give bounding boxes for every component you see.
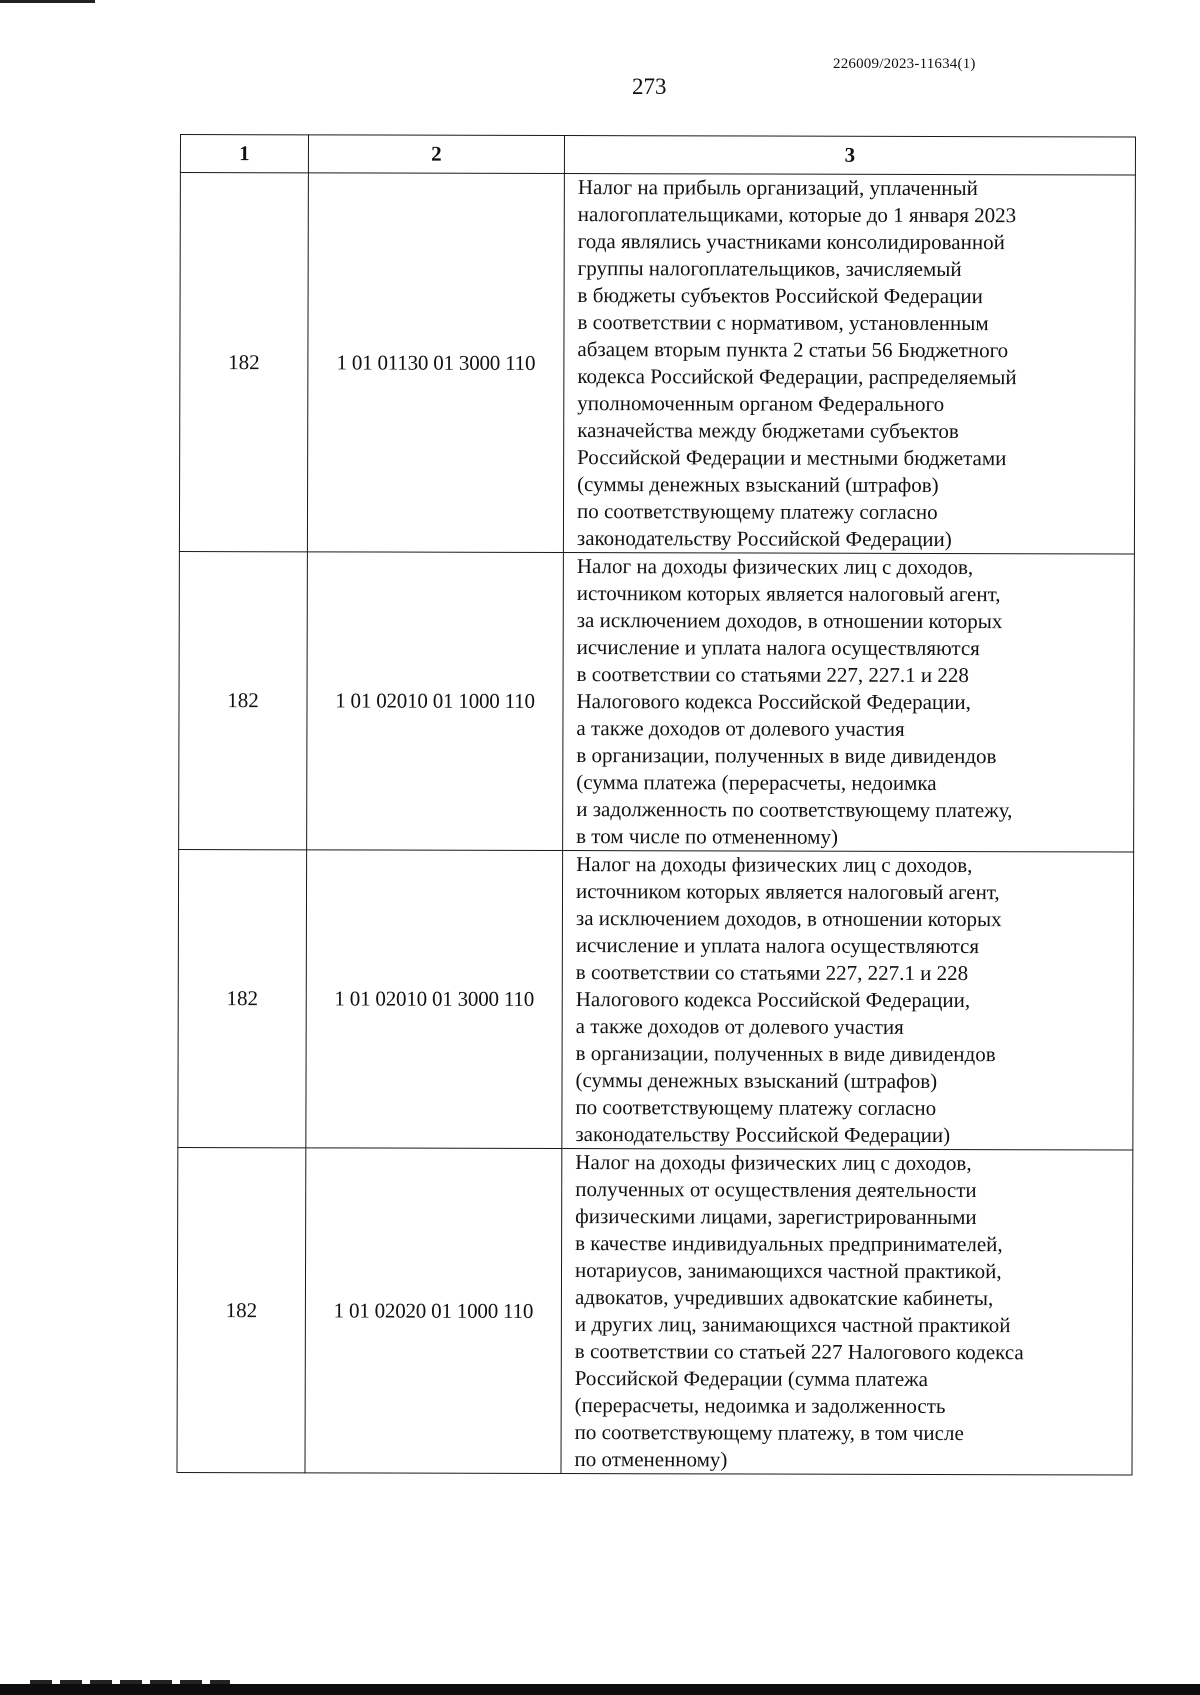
income-name-line: а также доходов от долевого участия [575, 1014, 904, 1039]
income-name-line: в организации, полученных в виде дивидендов [576, 743, 997, 769]
income-name-line: абзацем вторым пункта 2 статьи 56 Бюджетного [577, 337, 1009, 363]
income-name-line: по соответствующему платежу согласно [576, 499, 938, 524]
income-name-line: в организации, полученных в виде дивидендов [575, 1041, 996, 1067]
income-name-line: в качестве индивидуальных предпринимателей, [575, 1231, 1003, 1257]
income-name-line: Налогового кодекса Российской Федерации, [576, 689, 971, 715]
table-row [179, 173, 1135, 554]
table-body [177, 173, 1135, 1475]
income-name-line: за исключением доходов, в отношении которых [575, 906, 1002, 932]
income-name-line: и других лиц, занимающихся частной практикой [574, 1312, 1011, 1338]
admin-code-cell: 182 [178, 849, 307, 1147]
income-name-cell [562, 851, 1134, 1150]
income-name-line: по соответствующему платежу согласно [575, 1095, 937, 1120]
income-name-line: а также доходов от долевого участия [576, 716, 905, 741]
classification-code-cell: 1 01 02020 01 1000 110 [305, 1148, 562, 1474]
admin-code-cell: 182 [177, 1147, 306, 1472]
income-name-line: и задолженность по соответствующему платежу, [576, 797, 1013, 823]
income-name-line: уполномоченным органом Федерального [577, 391, 945, 417]
income-name-line: в соответствии со статьей 227 Налогового кодекса [574, 1339, 1024, 1365]
income-name-cell [563, 174, 1135, 554]
classification-code-cell: 1 01 01130 01 3000 110 [307, 173, 564, 553]
scan-artifact-top [0, 0, 95, 3]
income-name-line: Налог на доходы физических лиц с доходов, [576, 554, 974, 580]
income-name-line: в том числе по отмененному) [576, 824, 838, 849]
income-name-line: за исключением доходов, в отношении которых [576, 608, 1003, 634]
income-name-line: Налогового кодекса Российской Федерации, [575, 987, 971, 1013]
income-name-line: адвокатов, учредивших адвокатские кабинеты, [574, 1285, 994, 1311]
income-name-line: законодательству Российской Федерации) [576, 526, 952, 552]
income-name-line: кодекса Российской Федерации, распределяемый [577, 364, 1017, 390]
income-name-line: физическими лицами, зарегистрированными [575, 1204, 977, 1230]
column-header-3: 3 [564, 136, 1135, 175]
income-name-line: в бюджеты субъектов Российской Федерации [577, 283, 983, 309]
income-name-cell [561, 1149, 1133, 1475]
income-name-line: (сумма платежа (перерасчеты, недоимка [576, 770, 937, 795]
document-number: 226009/2023-11634(1) [833, 56, 976, 72]
classification-code-cell: 1 01 02010 01 3000 110 [306, 850, 563, 1149]
income-name-line: законодательству Российской Федерации) [575, 1122, 951, 1148]
admin-code-cell: 182 [179, 173, 308, 552]
income-name-line: источником которых является налоговый агент, [575, 879, 1000, 905]
table-header-row [180, 135, 1135, 176]
income-name-line: в соответствии со статьями 227, 227.1 и 228 [575, 960, 969, 986]
income-name-line: в соответствии со статьями 227, 227.1 и 228 [576, 662, 969, 688]
income-name-line: (суммы денежных взысканий (штрафов) [577, 472, 939, 497]
income-name-line: группы налогоплательщиков, зачисляемый [577, 256, 962, 282]
page-number: 273 [632, 74, 667, 99]
table-header [180, 135, 1135, 176]
income-name-line: (суммы денежных взысканий (штрафов) [575, 1068, 938, 1093]
income-name-line: налогоплательщиками, которые до 1 января 2023 [577, 202, 1017, 228]
income-name-line: Налог на прибыль организаций, уплаченный [577, 175, 978, 201]
column-header-2: 2 [308, 135, 564, 174]
table-row [178, 849, 1134, 1149]
income-name-cell [563, 553, 1135, 852]
budget-classification-table [176, 134, 1136, 1475]
table-row [179, 551, 1135, 851]
classification-code-cell: 1 01 02010 01 1000 110 [307, 552, 564, 851]
income-name-line: Российской Федерации и местными бюджетами [577, 445, 1007, 471]
income-name-line: по соответствующему платежу, в том числе [574, 1420, 964, 1446]
income-name-line: Налог на доходы физических лиц с доходов, [575, 1150, 972, 1176]
income-name-line: нотариусов, занимающихся частной практикой, [574, 1258, 1002, 1284]
income-name-line: исчисление и уплата налога осуществляются [575, 933, 980, 959]
income-name-line: в соответствии с нормативом, установленным [577, 310, 989, 336]
income-name-line: года являлись участниками консолидированной [577, 229, 1005, 255]
admin-code-cell: 182 [179, 551, 308, 849]
income-name-line: исчисление и уплата налога осуществляются [576, 635, 980, 661]
income-name-line: источником которых является налоговый агент, [576, 581, 1001, 607]
column-header-1: 1 [180, 135, 308, 173]
scan-artifact-bottom [0, 1684, 1200, 1695]
income-name-line: по отмененному) [574, 1447, 728, 1472]
income-name-line: полученных от осуществления деятельности [575, 1177, 977, 1203]
income-name-line: Налог на доходы физических лиц с доходов, [576, 852, 973, 878]
income-name-line: Российской Федерации (сумма платежа [574, 1366, 929, 1391]
table-row [177, 1147, 1133, 1474]
income-name-line: (перерасчеты, недоимка и задолженность [574, 1393, 946, 1419]
income-name-line: казначейства между бюджетами субъектов [577, 418, 959, 444]
